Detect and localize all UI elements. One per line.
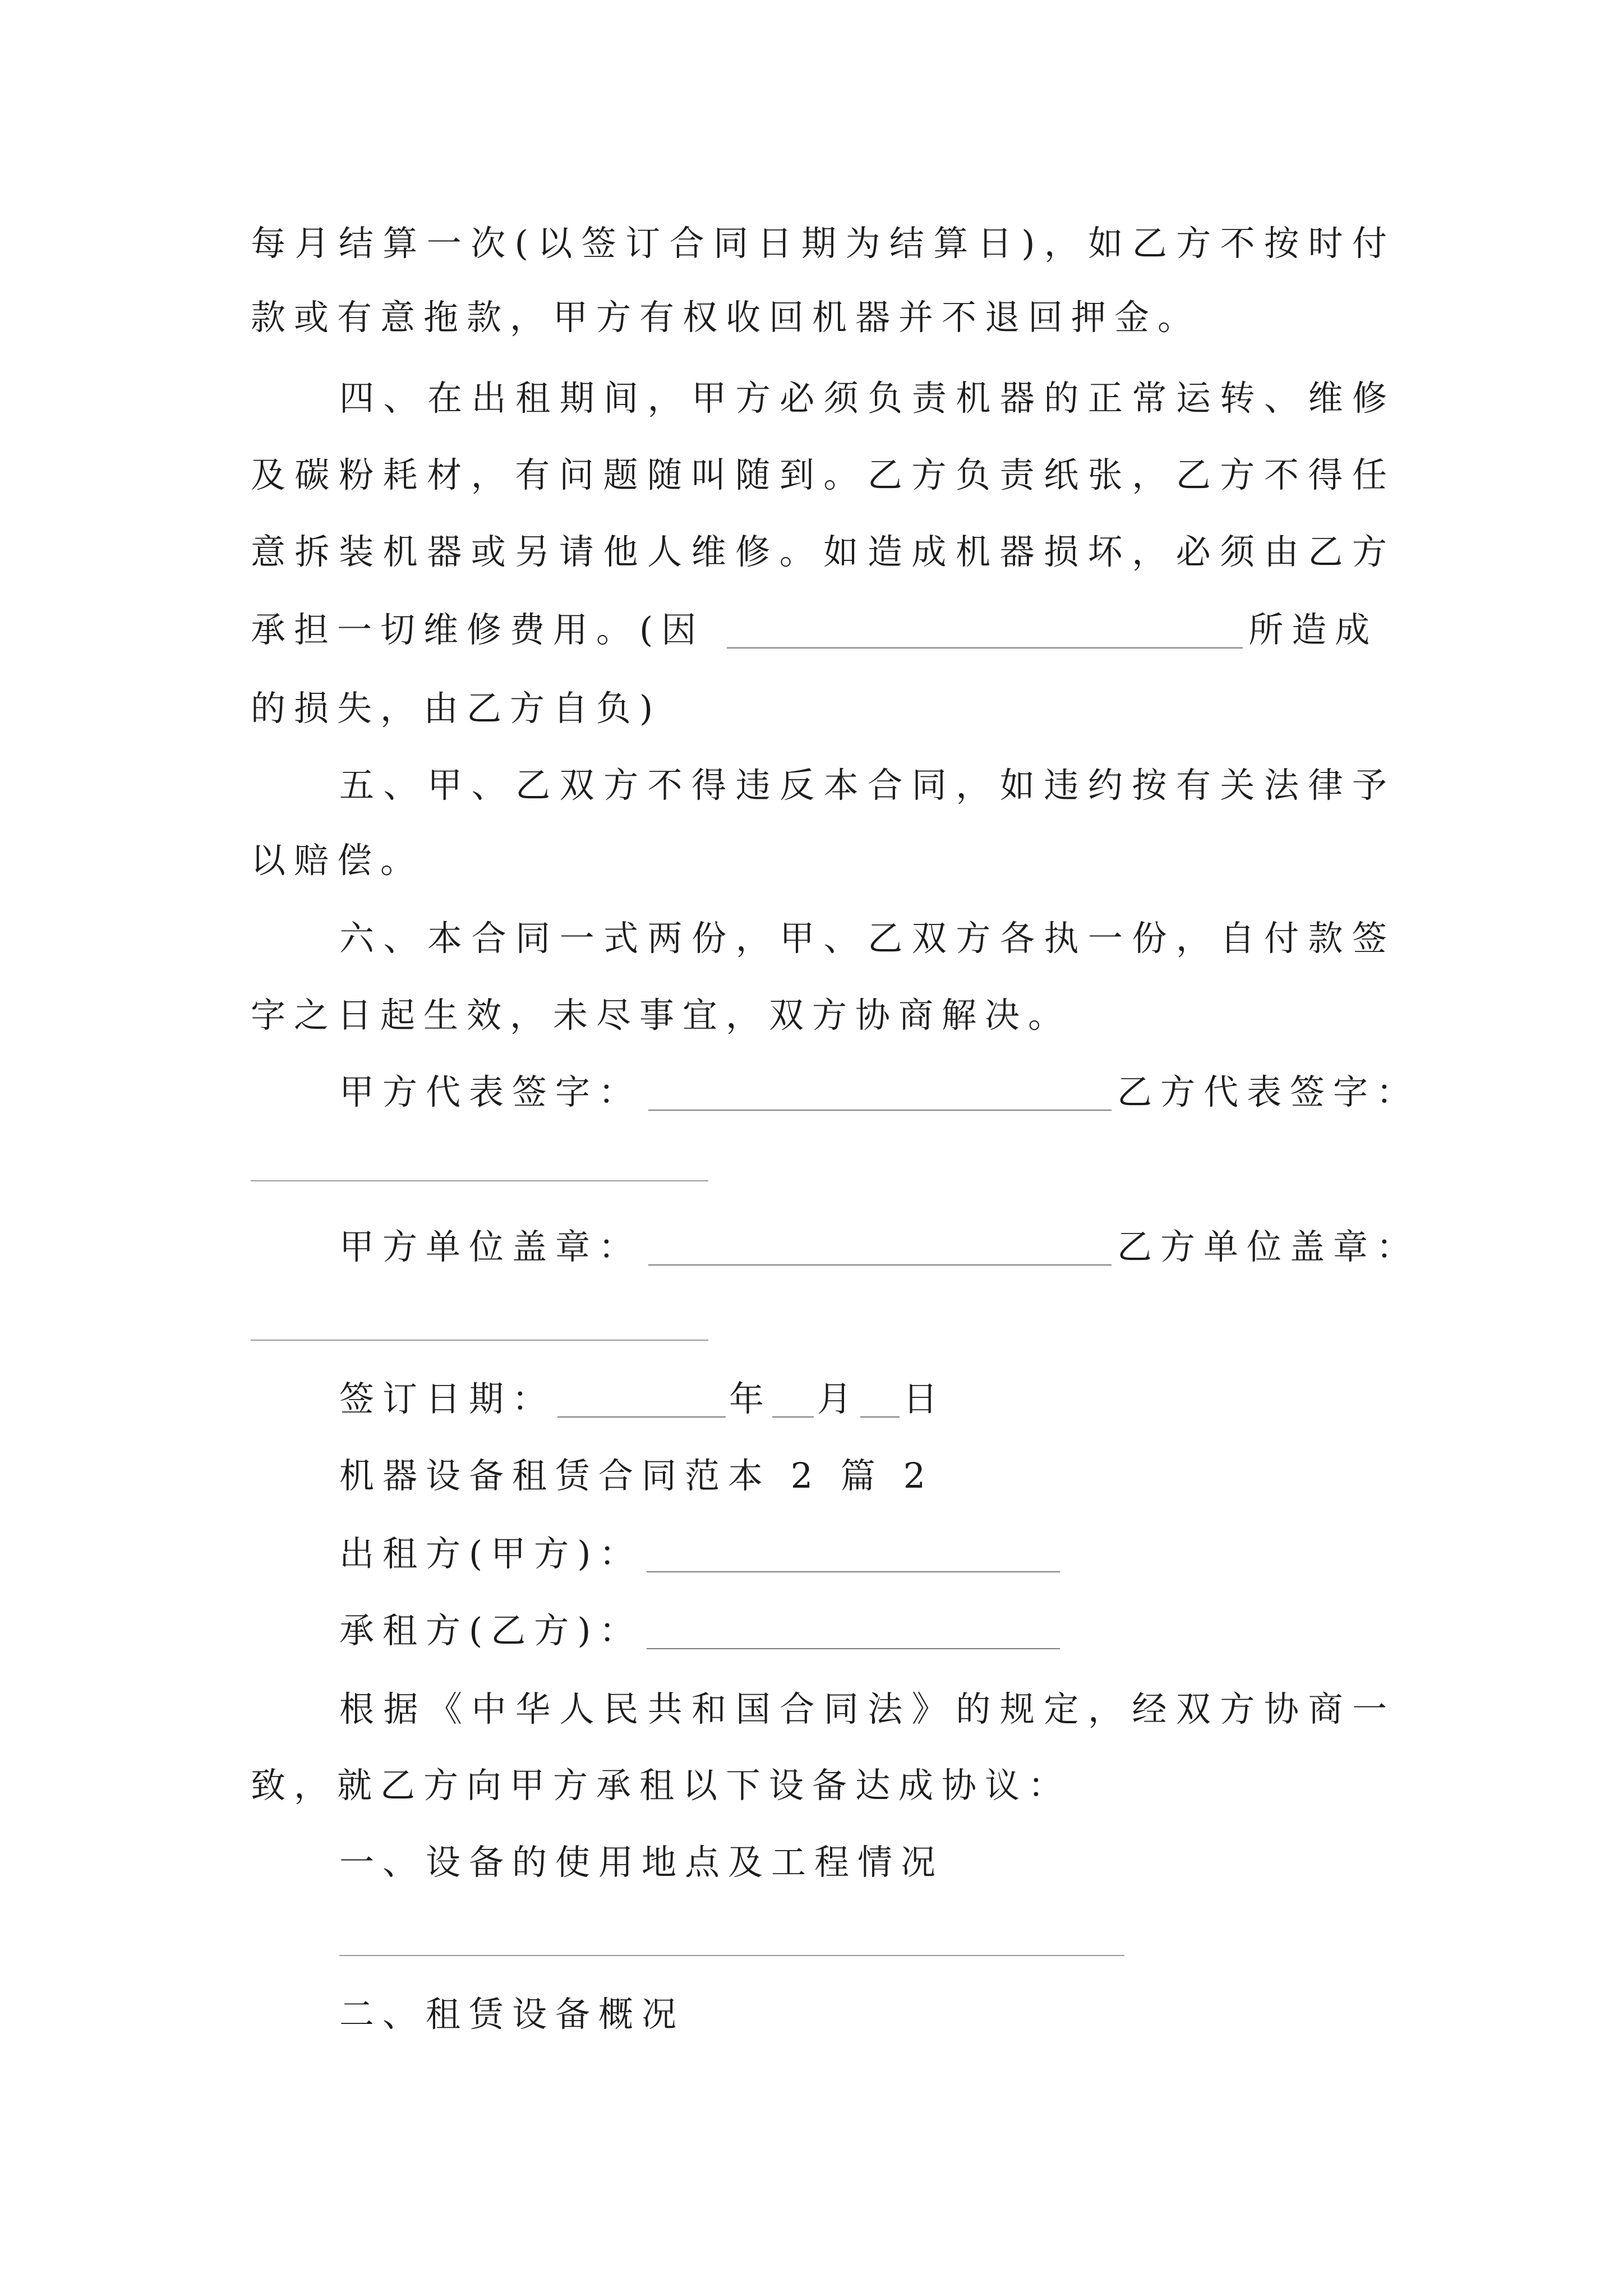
- year-blank-line: [557, 1416, 726, 1418]
- clause-4-line-4: [251, 605, 1378, 655]
- preamble-line-2: 致，就乙方向甲方承租以下设备达成协议：: [251, 1765, 1072, 1806]
- lessor-label: 出租方(甲方)：: [339, 1533, 643, 1574]
- year-label: 年: [729, 1378, 773, 1419]
- clause-5-line-2: 以赔偿。: [251, 840, 424, 881]
- party-a-rep-label: 甲方代表签字：: [339, 1071, 642, 1112]
- party-b-seal-blank-line: [251, 1340, 708, 1341]
- date-label: 签订日期：: [339, 1378, 556, 1419]
- clause-4-line-5: 的损失，由乙方自负): [251, 688, 662, 729]
- clause-3-line-2: 款或有意拖款，甲方有权收回机器并不退回押金。: [251, 297, 1201, 338]
- preamble-line-1: 根据《中华人民共和国合同法》的规定，经双方协商一: [339, 1688, 1387, 1729]
- lessor-blank-line: [647, 1571, 1060, 1572]
- seal-row: [339, 1222, 1419, 1272]
- contract-2-title: 机器设备租赁合同范本 2 篇 2: [339, 1455, 934, 1496]
- party-b-seal-label: 乙方单位盖章：: [1117, 1226, 1420, 1267]
- party-b-rep-label: 乙方代表签字：: [1117, 1071, 1420, 1112]
- day-blank-line: [860, 1416, 900, 1418]
- lessee-label: 承租方(乙方)：: [339, 1610, 643, 1651]
- day-label: 日: [903, 1378, 947, 1419]
- section-2-heading: 二、租赁设备概况: [339, 1994, 685, 2035]
- representative-signature-row: [339, 1067, 1419, 1117]
- party-a-seal-label: 甲方单位盖章：: [339, 1226, 642, 1267]
- lessee-row: [339, 1605, 1060, 1656]
- section-1-blank-line: [339, 1955, 1124, 1956]
- fill-in-blank-line: [727, 647, 1243, 648]
- section-1-heading: 一、设备的使用地点及工程情况: [339, 1842, 944, 1883]
- clause-4-text-after-blank: 所造成: [1248, 609, 1378, 650]
- lessor-row: [339, 1529, 1060, 1579]
- lessee-blank-line: [647, 1648, 1060, 1649]
- clause-4-line-2: 及碳粉耗材，有问题随叫随到。乙方负责纸张，乙方不得任: [251, 454, 1387, 495]
- clause-4-line-3: 意拆装机器或另请他人维修。如造成机器损坏，必须由乙方: [251, 531, 1387, 572]
- clause-3-line-1: 每月结算一次(以签订合同日期为结算日)，如乙方不按时付: [251, 223, 1387, 264]
- clause-6-line-1: 六、本合同一式两份，甲、乙双方各执一份，自付款签: [339, 918, 1387, 959]
- party-a-seal-blank-line: [648, 1264, 1112, 1266]
- clause-4-text-before-blank: 承担一切维修费用。(因: [251, 609, 705, 650]
- party-a-rep-blank-line: [648, 1110, 1112, 1111]
- month-label: 月: [817, 1378, 861, 1419]
- clause-6-line-2: 字之日起生效，未尽事宜，双方协商解决。: [251, 995, 1072, 1036]
- clause-4-line-1: 四、在出租期间，甲方必须负责机器的正常运转、维修: [339, 378, 1387, 418]
- party-b-rep-blank-line: [251, 1180, 708, 1181]
- month-blank-line: [772, 1416, 814, 1418]
- clause-5-line-1: 五、甲、乙双方不得违反本合同，如违约按有关法律予: [339, 765, 1387, 806]
- signing-date-row: [339, 1374, 946, 1424]
